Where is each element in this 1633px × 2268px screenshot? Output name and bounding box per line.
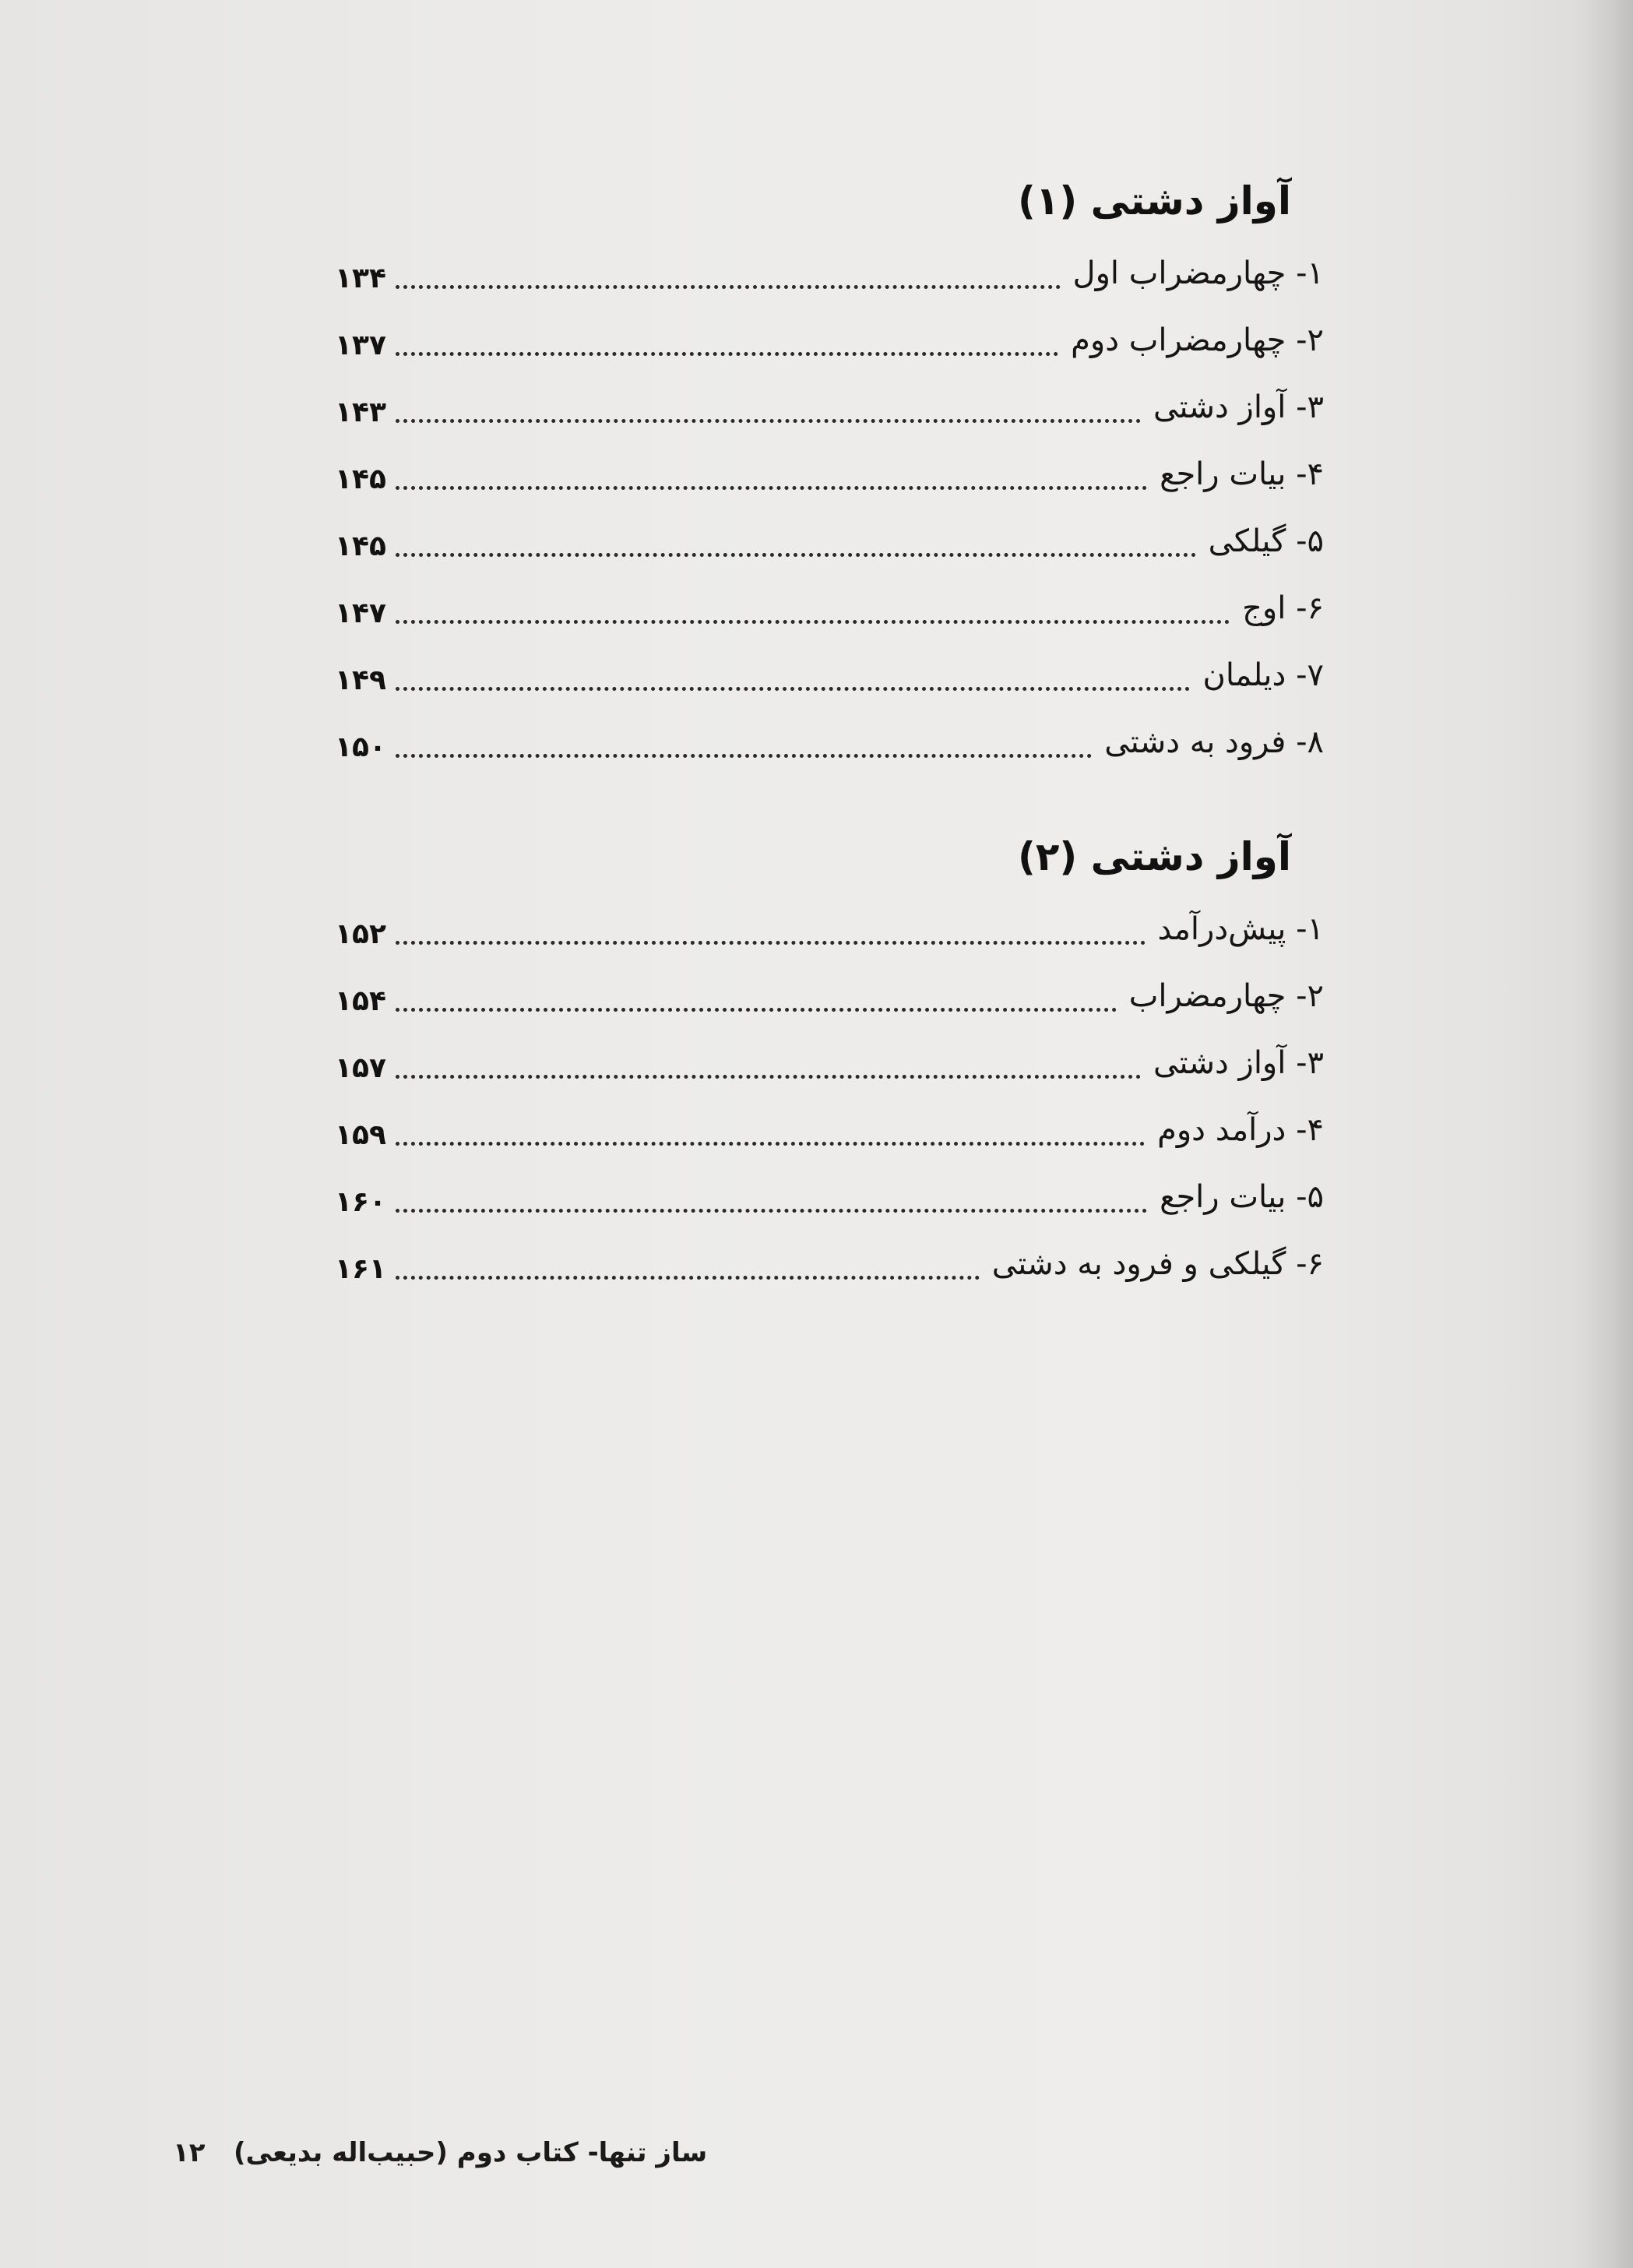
leader-dots [396, 537, 1196, 557]
toc-entry [335, 1170, 1324, 1237]
leader-dots [396, 738, 1092, 758]
leader-dots [396, 1193, 1147, 1213]
toc-entry-title: ۵- گیلکی [1208, 523, 1324, 559]
toc-entry-title: ۳- آواز دشتی [1153, 389, 1324, 425]
toc-entry-list [335, 902, 1324, 1304]
leader-dots [396, 269, 1061, 289]
page-number: ۱۲ [173, 2137, 206, 2168]
toc-entry [335, 902, 1324, 969]
toc-entry-page-number: ۱۵۷ [335, 1052, 386, 1084]
toc-entry [335, 447, 1324, 514]
toc-entry-page-number: ۱۳۷ [335, 329, 386, 361]
toc-entry-title: ۳- آواز دشتی [1153, 1045, 1324, 1081]
toc-entry [335, 514, 1324, 581]
leader-dots [396, 1059, 1141, 1079]
section-title: آواز دشتی (۱) [1017, 178, 1291, 224]
toc-section-1 [335, 178, 1324, 782]
toc-entry-title: ۷- دیلمان [1202, 657, 1324, 693]
toc-entry [335, 581, 1324, 648]
toc-entry-page-number: ۱۵۰ [335, 731, 386, 763]
toc-entry-page-number: ۱۴۵ [335, 463, 386, 495]
toc-entry-title: ۴- بیات راجع [1160, 456, 1324, 492]
leader-dots [396, 403, 1141, 423]
toc-entry [335, 715, 1324, 782]
toc-entry [335, 380, 1324, 447]
toc-entry-title: ۲- چهارمضراب [1128, 978, 1324, 1014]
toc-entry-title: ۴- درآمد دوم [1157, 1112, 1324, 1148]
leader-dots [396, 336, 1058, 356]
running-footer-book-title: ساز تنها- کتاب دوم (حبیب‌اله بدیعی) [234, 2137, 708, 2168]
toc-entry-page-number: ۱۵۲ [335, 918, 386, 950]
toc-entry [335, 1237, 1324, 1304]
toc-entry-page-number: ۱۴۹ [335, 664, 386, 696]
toc-entry-page-number: ۱۴۵ [335, 530, 386, 562]
toc-entry-title: ۵- بیات راجع [1160, 1179, 1324, 1215]
toc-entry-title: ۸- فرود به دشتی [1104, 724, 1324, 760]
toc-section-2 [335, 833, 1324, 1304]
leader-dots [396, 671, 1190, 691]
toc-entry [335, 1036, 1324, 1103]
toc-entry-page-number: ۱۴۷ [335, 597, 386, 629]
leader-dots [396, 992, 1117, 1012]
leader-dots [396, 1126, 1145, 1146]
leader-dots [396, 1260, 980, 1280]
toc-entry-list [335, 246, 1324, 782]
toc-entry-page-number: ۱۵۹ [335, 1119, 386, 1151]
toc-entry-page-number: ۱۶۱ [335, 1253, 386, 1285]
leader-dots [396, 604, 1230, 624]
toc-entry-page-number: ۱۴۳ [335, 396, 386, 428]
toc-entry-page-number: ۱۵۴ [335, 985, 386, 1017]
toc-entry [335, 313, 1324, 380]
toc-entry [335, 246, 1324, 313]
leader-dots [396, 925, 1146, 945]
toc-entry-title: ۶- گیلکی و فرود به دشتی [991, 1246, 1324, 1282]
toc-entry-title: ۶- اوج [1242, 590, 1324, 626]
leader-dots [396, 470, 1147, 490]
toc-entry [335, 969, 1324, 1036]
section-title: آواز دشتی (۲) [1017, 834, 1291, 879]
toc-entry [335, 648, 1324, 715]
toc-entry-title: ۲- چهارمضراب دوم [1071, 322, 1324, 358]
toc-entry-title: ۱- چهارمضراب اول [1072, 255, 1324, 291]
toc-entry-title: ۱- پیش‌درآمد [1157, 911, 1324, 947]
toc-entry-page-number: ۱۶۰ [335, 1186, 386, 1218]
toc-entry-page-number: ۱۳۴ [335, 262, 386, 294]
page-gutter-shadow [1578, 0, 1633, 2268]
toc-entry [335, 1103, 1324, 1170]
